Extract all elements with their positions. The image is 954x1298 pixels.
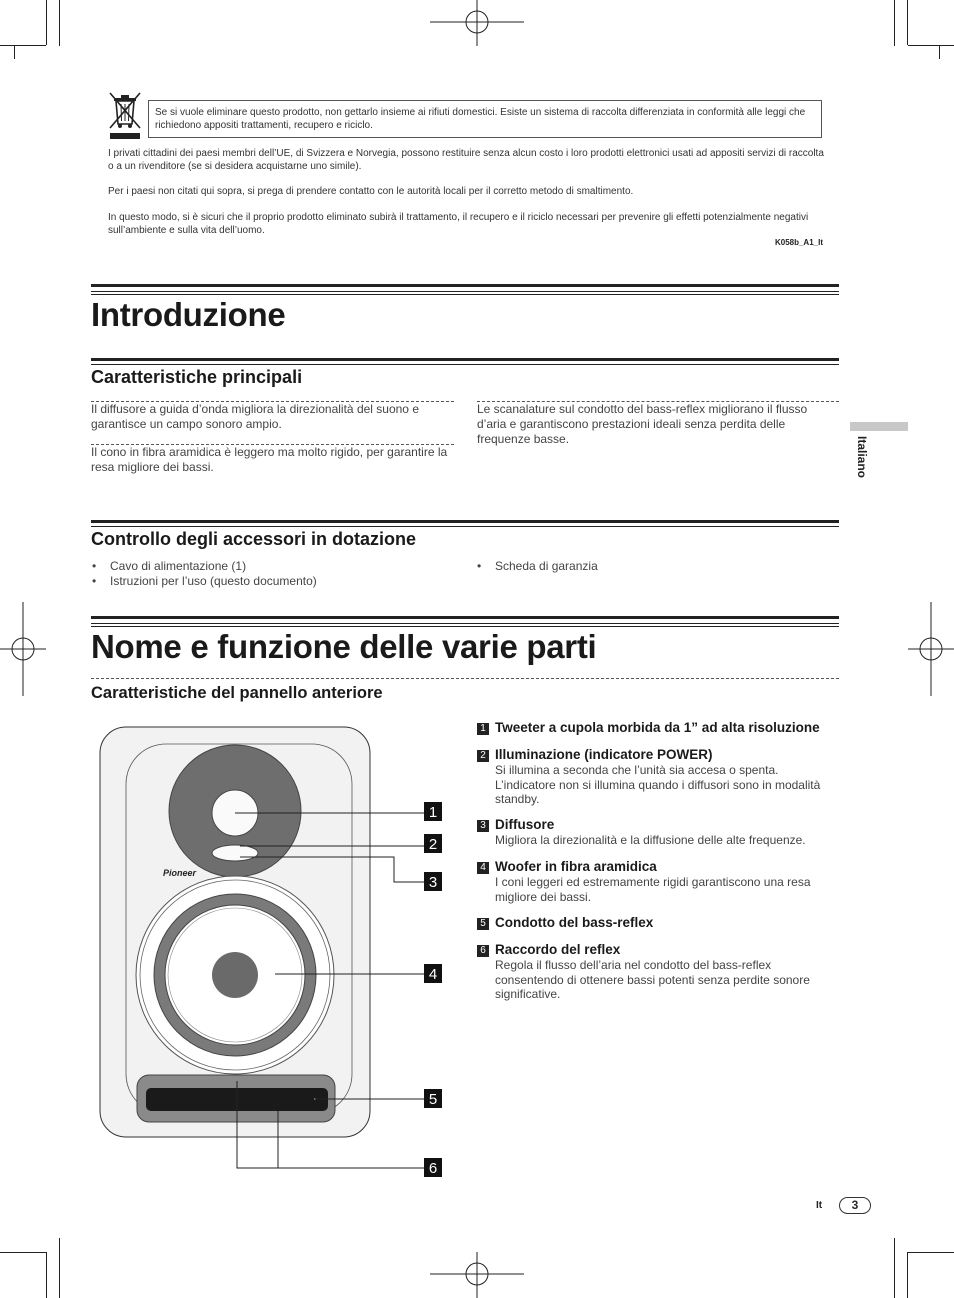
- part-item: [477, 746, 839, 807]
- accessories-title: Controllo degli accessori in dotazione: [91, 529, 417, 549]
- part-item: [477, 816, 839, 848]
- section-rule: [91, 623, 839, 624]
- registration-mark-left: [0, 602, 46, 696]
- feature-text: Il diffusore a guida d’onda migliora la direzionalità del suono e garantisce un campo sonoro ampio.: [91, 402, 419, 431]
- svg-text:3: 3: [428, 874, 438, 891]
- part-item: [477, 941, 839, 1002]
- accessories-list-right: [477, 559, 837, 574]
- part-description: I coni leggeri ed estremamente rigidi garantiscono una resa migliore dei bassi.: [495, 875, 811, 904]
- subsection-rule: [91, 526, 839, 527]
- front-panel-title: Caratteristiche del pannello anteriore: [91, 684, 383, 702]
- speaker-illustration: [90, 720, 450, 1180]
- disposal-paragraph: I privati cittadini dei paesi membri dell’UE, di Svizzera e Norvegia, possono restituire senza alcun costo i loro prodotti elettronici usati ad appositi servizi di raccolta o a un rivenditore (se si desidera acquistarne uno simile).: [108, 148, 824, 172]
- part-number: 5: [477, 918, 489, 930]
- callout-6: [424, 1158, 442, 1177]
- part-description: Regola il flusso dell’aria nel condotto del bass-reflex consentendo di ottenere bassi potenti senza perdite sonore significative.: [495, 958, 810, 1001]
- part-item: [477, 914, 839, 931]
- svg-text:6: 6: [428, 1160, 438, 1177]
- dashed-rule: [91, 678, 839, 679]
- callout-2: [424, 834, 442, 853]
- section-rule: [91, 294, 839, 295]
- subsection-rule: [91, 364, 839, 365]
- callout-4: [424, 964, 442, 983]
- part-item: [477, 858, 839, 904]
- part-title: Woofer in fibra aramidica: [495, 859, 657, 874]
- parts-title: Nome e funzione delle varie parti: [91, 628, 597, 665]
- list-item: • Scheda di garanzia: [477, 559, 837, 574]
- section-rule: [91, 616, 839, 619]
- part-description: Migliora la direzionalità e la diffusione delle alte frequenze.: [495, 833, 806, 847]
- feature-text: Le scanalature sul condotto del bass-reflex migliorano il flusso d’aria e garantiscono prestazioni ideali senza perdita delle frequenze basse.: [477, 402, 808, 446]
- part-title: Illuminazione (indicatore POWER): [495, 747, 713, 762]
- part-description: Si illumina a seconda che l’unità sia accesa o spenta. L’indicatore non si illumina quando i diffusori sono in modalità standby.: [495, 763, 821, 806]
- registration-mark-top: [430, 0, 524, 46]
- svg-text:2: 2: [428, 836, 438, 853]
- reference-code: K058b_A1_It: [774, 238, 823, 247]
- registration-mark-bottom: [430, 1252, 524, 1298]
- part-title: Raccordo del reflex: [495, 942, 621, 957]
- callout-3: [424, 872, 442, 891]
- list-item: • Cavo di alimentazione (1): [92, 559, 452, 574]
- part-number: 3: [477, 820, 489, 832]
- part-number: 4: [477, 862, 489, 874]
- registration-mark-right: [908, 602, 954, 696]
- list-item: • Istruzioni per l’uso (questo documento): [92, 574, 452, 589]
- part-number: 2: [477, 750, 489, 762]
- part-number: 6: [477, 945, 489, 957]
- part-title: Tweeter a cupola morbida da 1” ad alta risoluzione: [495, 720, 820, 735]
- disposal-notice-box: Se si vuole eliminare questo prodotto, non gettarlo insieme ai rifiuti domestici. Esiste un sistema di raccolta differenziata in conformità alle leggi che richiedono appositi trattamenti, recupero e riciclo.: [148, 100, 822, 138]
- subsection-rule: [91, 358, 839, 361]
- callout-1: [424, 802, 442, 821]
- svg-text:1: 1: [428, 804, 438, 821]
- section-rule: [91, 626, 839, 627]
- intro-title: Introduzione: [91, 296, 286, 333]
- language-tab-label: Italiano: [855, 436, 869, 479]
- feature-text: Il cono in fibra aramidica è leggero ma molto rigido, per garantire la resa migliore dei bassi.: [91, 445, 448, 474]
- weee-bin-icon: [108, 90, 142, 140]
- part-title: Diffusore: [495, 817, 555, 832]
- section-rule: [91, 284, 839, 287]
- subsection-rule: [91, 520, 839, 523]
- accessories-list-left: [92, 559, 452, 589]
- language-tab: [850, 422, 908, 431]
- page-number: 3: [839, 1197, 871, 1214]
- part-number: 1: [477, 723, 489, 735]
- part-item: [477, 719, 839, 736]
- disposal-paragraph: Per i paesi non citati qui sopra, si prega di prendere contatto con le autorità locali per il corretto metodo di smaltimento.: [108, 186, 634, 197]
- callout-5: [424, 1089, 442, 1108]
- svg-text:4: 4: [428, 966, 438, 983]
- disposal-paragraph: In questo modo, si è sicuri che il proprio prodotto eliminato subirà il trattamento, il recupero e il riciclo necessari per prevenire gli effetti potenzialmente negativi sull’ambiente e sulla vita dell’uomo.: [108, 212, 809, 236]
- footer-language: It: [816, 1200, 823, 1211]
- part-title: Condotto del bass-reflex: [495, 915, 654, 930]
- section-rule: [91, 291, 839, 292]
- brand-logo: Pioneer: [163, 868, 197, 878]
- features-title: Caratteristiche principali: [91, 367, 303, 387]
- svg-text:5: 5: [428, 1091, 438, 1108]
